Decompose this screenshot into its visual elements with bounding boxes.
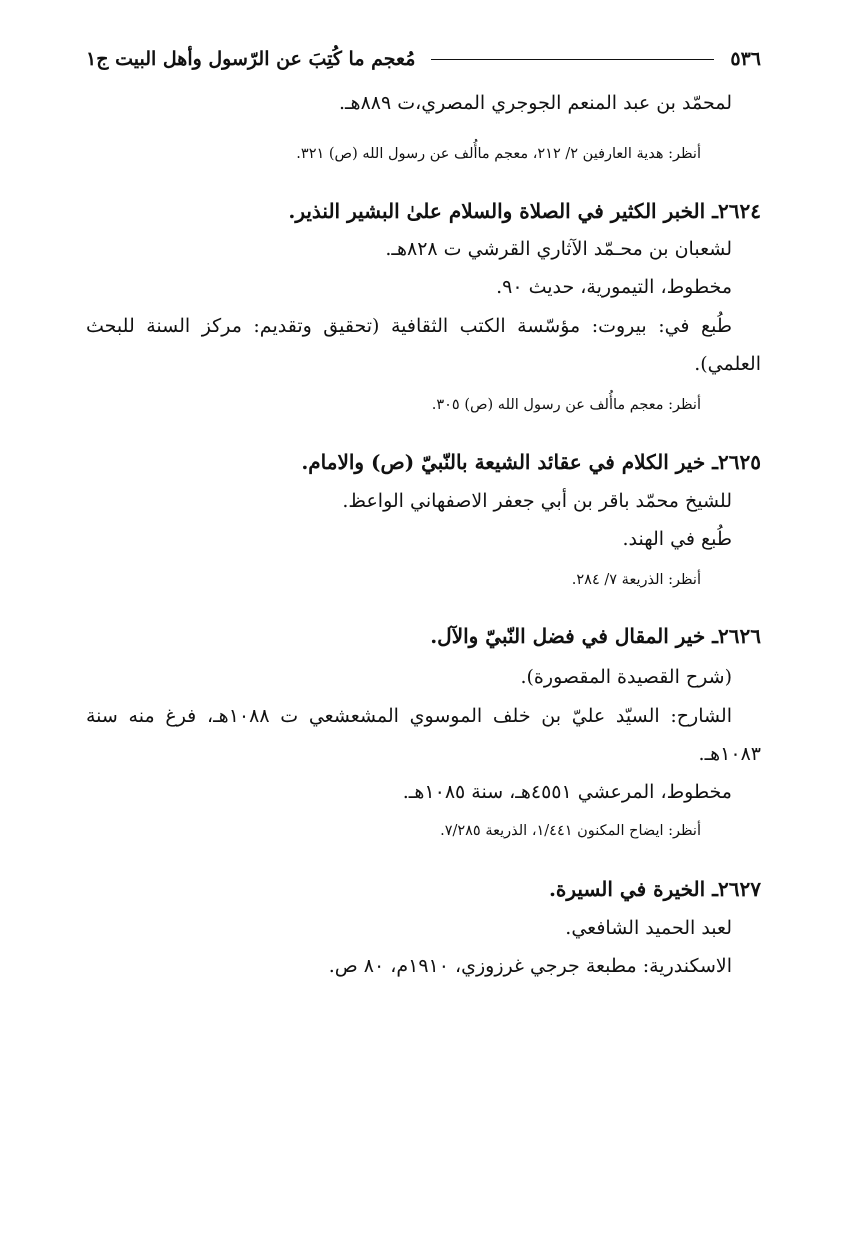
- entry-2625-printed: طُبع في الهند.: [622, 528, 732, 550]
- entry-2627-publication: الاسكندرية: مطبعة جرجي غرزوزي، ١٩١٠م، ٨٠ ص.: [328, 955, 732, 977]
- entry-2624-printed-line1: طُبع في: بيروت: مؤسّسة الكتب الثقافية (تحقيق وتقديم: مركز السنة للبحث: [86, 315, 732, 337]
- entry-2626-author-line1: الشارح: السيّد عليّ بن خلف الموسوي المشعشعي ت ١٠٨٨هـ، فرغ منه سنة: [86, 705, 732, 727]
- entry-2627-title: ٢٦٢٧ـ الخيرة في السيرة.: [548, 877, 761, 901]
- entry-2624-manuscript: مخطوط، التيمورية، حديث ٩٠.: [496, 276, 732, 298]
- entry-2626-subtitle: (شرح القصيدة المقصورة).: [520, 666, 732, 688]
- entry-2624-author: لشعبان بن محـمّد الآثاري القرشي ت ٨٢٨هـ.: [385, 238, 732, 260]
- entry-2625-reference: أنظر: الذريعة ٧/ ٢٨٤.: [571, 572, 701, 588]
- header-rule: [431, 59, 714, 60]
- entry-2627-author: لعبد الحميد الشافعي.: [565, 917, 732, 939]
- entry-2624-title: ٢٦٢٤ـ الخبر الكثير في الصلاة والسلام علىٰ البشير النذير.: [288, 199, 761, 223]
- entry-2624-printed-line2: العلمي).: [694, 353, 761, 375]
- page-header: [86, 42, 761, 76]
- top-author: لمحمّد بن عبد المنعم الجوجري المصري،ت ٨٨٩هـ.: [338, 92, 732, 114]
- top-reference: أنظر: هدية العارفين ٢/ ٢١٢، معجم ماأُلف عن رسول الله (ص) ٣٢١.: [296, 146, 701, 162]
- entry-2626-title: ٢٦٢٦ـ خير المقال في فضل النّبيّ والآل.: [430, 624, 761, 648]
- page-number: ٥٣٦: [730, 48, 761, 70]
- entry-2624-reference: أنظر: معجم ماأُلف عن رسول الله (ص) ٣٠٥.: [431, 397, 701, 413]
- entry-2626-manuscript: مخطوط، المرعشي ٤٥٥١هـ، سنة ١٠٨٥هـ.: [402, 781, 732, 803]
- entry-2626-author-line2: ١٠٨٣هـ.: [698, 743, 761, 765]
- entry-2625-author: للشيخ محمّد باقر بن أبي جعفر الاصفهاني الواعظ.: [342, 490, 732, 512]
- running-title: مُعجم ما كُتِبَ عن الرّسول وأهل البيت ج١: [86, 48, 416, 70]
- entry-2625-title: ٢٦٢٥ـ خير الكلام في عقائد الشيعة بالنّبيّ (ص) والامام.: [301, 450, 761, 474]
- entry-2626-reference: أنظر: ايضاح المكنون ١/٤٤١، الذريعة ٧/٢٨٥.: [440, 823, 701, 839]
